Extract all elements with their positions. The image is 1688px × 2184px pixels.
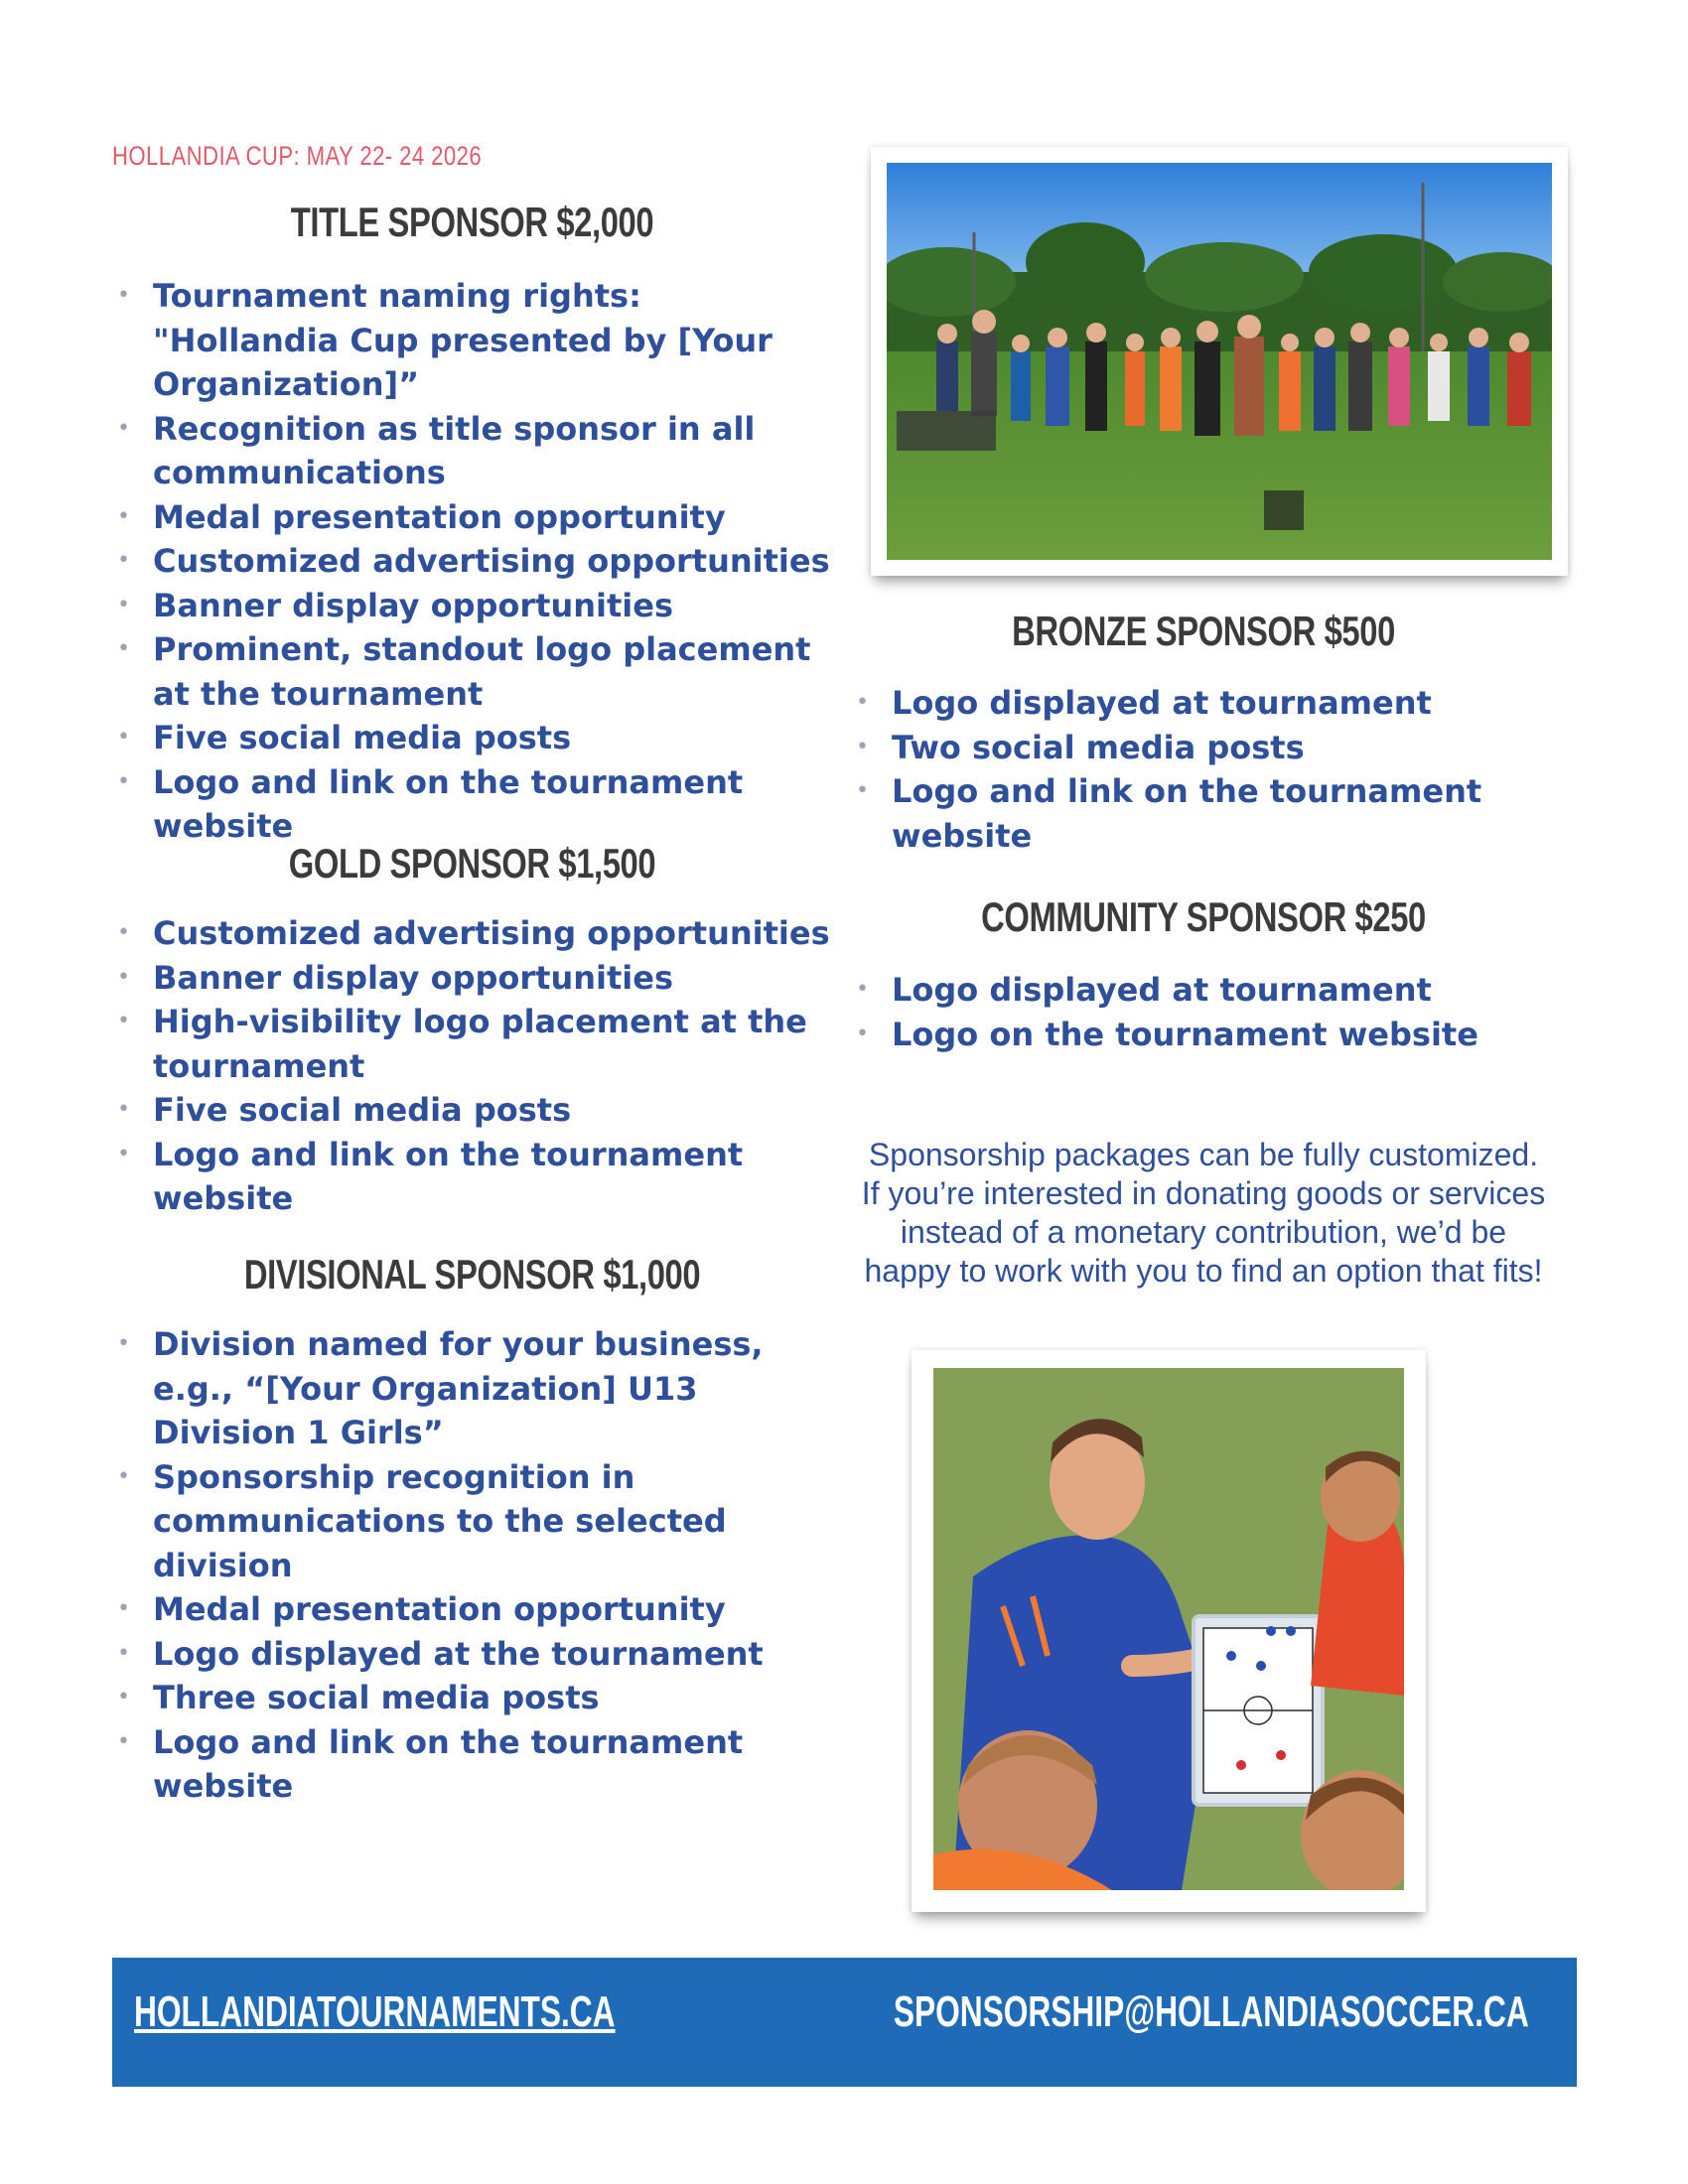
customization-note: Sponsorship packages can be fully customized. If you’re interested in donating goods or services instead of a monetary contribution, we’d be happy to work with you to find an option that fits! bbox=[861, 1137, 1546, 1289]
coach-photo-illustration bbox=[933, 1368, 1404, 1890]
gold-sponsor-benefits bbox=[117, 911, 832, 1221]
divisional-sponsor-heading: DIVISIONAL SPONSOR $1,000 bbox=[243, 1251, 701, 1297]
benefit-item: • Division named for your business, e.g., “[Your Organization] U13 Division 1 Girls” bbox=[117, 1322, 832, 1455]
title-sponsor-benefits bbox=[117, 274, 832, 849]
community-sponsor-heading: COMMUNITY SPONSOR $250 bbox=[981, 893, 1426, 940]
coach-photo-frame bbox=[912, 1350, 1426, 1912]
benefit-item: • Logo displayed at the tournament bbox=[117, 1632, 832, 1677]
benefit-item: • Three social media posts bbox=[117, 1676, 832, 1720]
benefit-item: • Logo on the tournament website bbox=[856, 1013, 1551, 1057]
benefit-item: • Five social media posts bbox=[117, 1088, 832, 1133]
benefit-item: • Five social media posts bbox=[117, 716, 832, 760]
benefit-item: • Logo and link on the tournament website bbox=[117, 760, 832, 849]
benefit-item: • Medal presentation opportunity bbox=[117, 1587, 832, 1632]
bronze-sponsor-heading: BRONZE SPONSOR $500 bbox=[1012, 608, 1395, 654]
divisional-sponsor-benefits bbox=[117, 1322, 832, 1809]
coach-photo bbox=[933, 1368, 1404, 1890]
benefit-item: • Recognition as title sponsor in all communications bbox=[117, 407, 832, 495]
benefit-item: • Tournament naming rights: "Hollandia Cup presented by [Your Organization]” bbox=[117, 274, 832, 407]
bronze-sponsor-benefits bbox=[856, 681, 1551, 858]
benefit-item: • Customized advertising opportunities bbox=[117, 911, 832, 956]
benefit-item: • Medal presentation opportunity bbox=[117, 495, 832, 540]
benefit-item: • Logo displayed at tournament bbox=[856, 968, 1551, 1013]
email-link[interactable]: SPONSORSHIP@HOLLANDIASOCCER.CA bbox=[894, 1987, 1529, 2036]
tournament-crowd-photo bbox=[887, 163, 1552, 560]
event-date: HOLLANDIA CUP: MAY 22- 24 2026 bbox=[112, 141, 483, 171]
title-sponsor-heading: TITLE SPONSOR $2,000 bbox=[290, 199, 654, 245]
benefit-item: • Banner display opportunities bbox=[117, 584, 832, 628]
footer-bar bbox=[112, 1958, 1577, 2087]
benefit-item: • Logo and link on the tournament website bbox=[117, 1720, 832, 1809]
community-sponsor-benefits bbox=[856, 968, 1551, 1056]
benefit-item: • High-visibility logo placement at the tournament bbox=[117, 1000, 832, 1088]
benefit-item: • Banner display opportunities bbox=[117, 956, 832, 1001]
benefit-item: • Customized advertising opportunities bbox=[117, 539, 832, 584]
benefit-item: • Two social media posts bbox=[856, 726, 1551, 770]
tournament-crowd-photo-frame bbox=[871, 147, 1568, 576]
gold-sponsor-heading: GOLD SPONSOR $1,500 bbox=[288, 840, 656, 887]
benefit-item: • Prominent, standout logo placement at the tournament bbox=[117, 627, 832, 716]
crowd-photo-illustration bbox=[887, 163, 1552, 560]
benefit-item: • Logo and link on the tournament website bbox=[856, 769, 1551, 858]
benefit-item: • Logo and link on the tournament website bbox=[117, 1133, 832, 1221]
benefit-item: • Sponsorship recognition in communications to the selected division bbox=[117, 1455, 832, 1588]
benefit-item: • Logo displayed at tournament bbox=[856, 681, 1551, 726]
website-link[interactable]: HOLLANDIATOURNAMENTS.CA bbox=[134, 1987, 616, 2036]
